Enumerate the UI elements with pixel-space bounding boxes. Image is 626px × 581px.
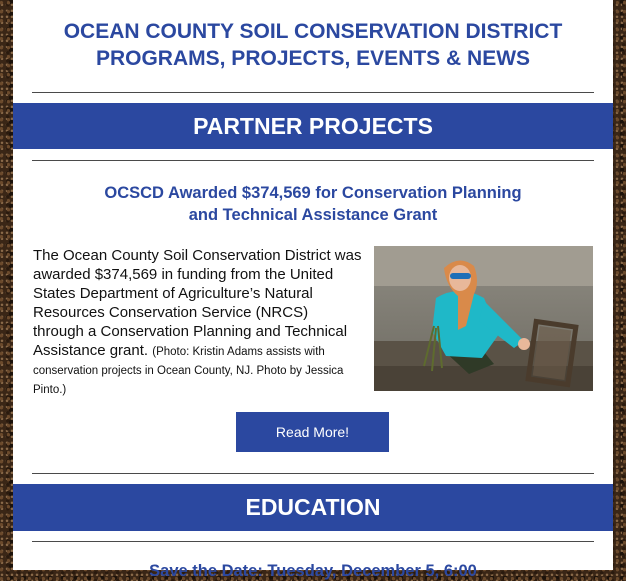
article-body-text: The Ocean County Soil Conservation District was awarded $374,569 in funding from the United States Department of Agriculture’s Natural Resources Conservation Service (NRCS) through a Conservation Planning and Technical Assistance grant. [33,247,362,359]
read-more-button[interactable]: Read More! [236,412,389,452]
next-article-title[interactable]: Save the Date: Tuesday, December 5, 6:00 [149,562,477,580]
header-title-line1: OCEAN COUNTY SOIL CONSERVATION DISTRICT [63,20,563,43]
divider [32,541,594,542]
section-heading-education: EDUCATION [13,484,613,531]
article-photo[interactable] [374,246,593,391]
woman-in-marsh-photo-image [374,246,593,391]
divider [32,160,594,161]
divider [32,473,594,474]
divider [32,92,594,93]
newsletter-header [13,0,613,74]
article-body [33,246,363,398]
article-title-line1[interactable]: OCSCD Awarded $374,569 for Conservation Planning [104,184,522,202]
article-title-line2[interactable]: and Technical Assistance Grant [188,206,438,224]
newsletter-container [13,0,613,580]
header-title-line2: PROGRAMS, PROJECTS, EVENTS & NEWS [95,47,531,70]
photo-caption: (Photo: Kristin Adams assists with conservation projects in Ocean County, NJ. Photo by Jessica Pinto.) [33,346,344,396]
section-heading-partner-projects: PARTNER PROJECTS [13,103,613,149]
article-title[interactable] [13,182,613,226]
